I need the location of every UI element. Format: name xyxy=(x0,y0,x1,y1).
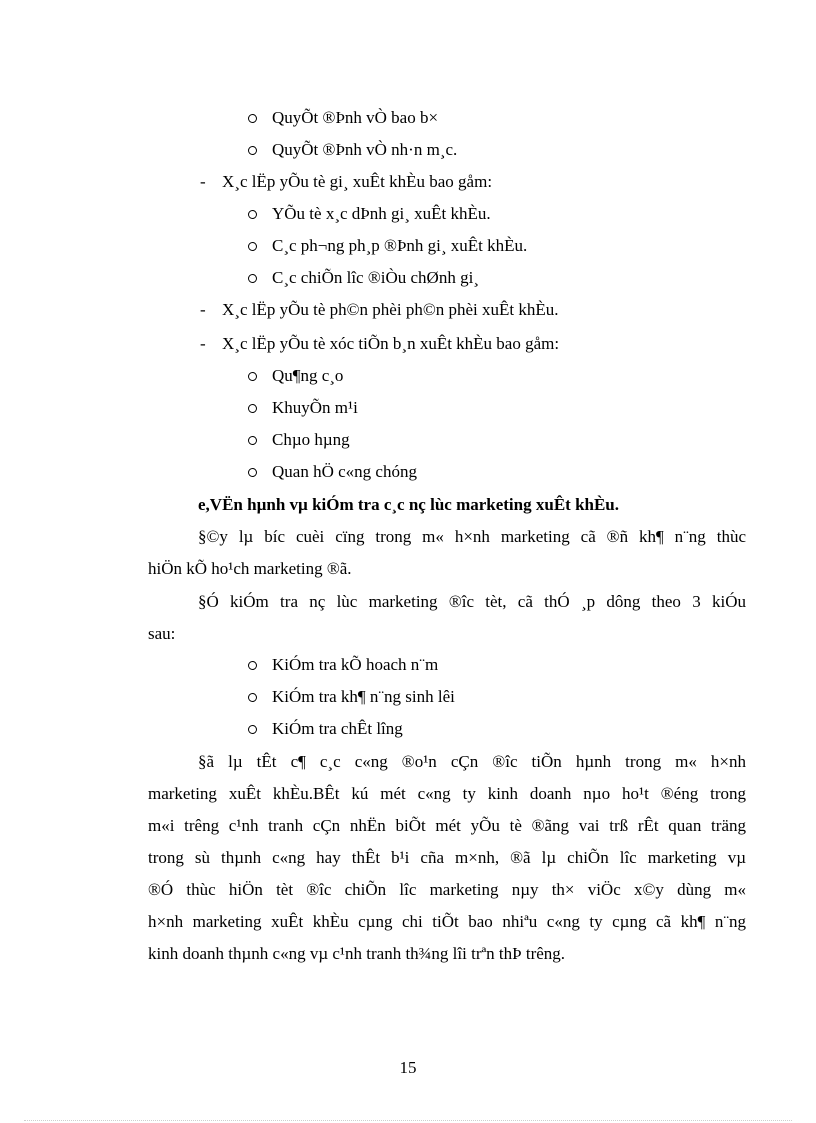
dash-bullet: - xyxy=(200,172,206,191)
list-item: C¸c chiÕn lîc ®iÒu chØnh gi¸ xyxy=(272,268,479,287)
list-item: C¸c ph¬ng ph¸p ®Þnh gi¸ xuÊt khÈu. xyxy=(272,236,528,255)
paragraph xyxy=(148,592,746,656)
list-item: KiÓm tra chÊt lîng xyxy=(272,719,403,738)
dash-item: X¸c lËp yÕu tè xóc tiÕn b¸n xuÊt khÈu bao gåm: xyxy=(222,334,560,353)
circle-bullet-icon xyxy=(248,274,257,283)
circle-bullet-icon xyxy=(248,661,257,670)
list-item: KhuyÕn m¹i xyxy=(272,398,358,417)
circle-bullet-icon xyxy=(248,436,257,445)
circle-bullet-icon xyxy=(248,146,257,155)
paragraph-line: §©y lµ bíc cuèi cïng trong m« h×nh marketing cã ®ñ kh¶ n¨ng thùc xyxy=(198,527,746,546)
circle-bullet-icon xyxy=(248,242,257,251)
circle-bullet-icon xyxy=(248,372,257,381)
dash-item: X¸c lËp yÕu tè gi¸ xuÊt khÈu bao gåm: xyxy=(222,172,493,191)
paragraph-line: hiÖn kÕ ho¹ch marketing ®ã. xyxy=(148,559,352,578)
paragraph-line: §Ó kiÓm tra nç lùc marketing ®îc tèt, cã thÓ ¸p dông theo 3 kiÓu xyxy=(198,592,746,611)
paragraph-line: h×nh marketing xuÊt khÈu cµng chi tiÕt bao nhiªu c«ng ty cµng cã kh¶ n¨ng xyxy=(148,912,746,931)
dash-bullet: - xyxy=(200,300,206,319)
paragraph-line: sau: xyxy=(148,624,176,643)
list-item: Chµo hµng xyxy=(272,430,350,449)
dash-bullet: - xyxy=(200,334,206,353)
page-number: 15 xyxy=(399,1058,417,1077)
list-item: KiÓm tra kh¶ n¨ng sinh lêi xyxy=(272,687,455,706)
circle-bullet-icon xyxy=(248,725,257,734)
paragraph-line: kinh doanh thµnh c«ng vµ c¹nh tranh th¾ng lîi trªn thÞ trêng. xyxy=(148,944,566,963)
circle-bullet-icon xyxy=(248,468,257,477)
paragraph-line: m«i trêng c¹nh tranh cÇn nhËn biÕt mét yÕu tè ®ãng vai trß rÊt quan träng xyxy=(148,816,746,835)
paragraph xyxy=(148,527,746,591)
list-item: QuyÕt ®Þnh vÒ nh·n m¸c. xyxy=(272,140,458,159)
list-item: Qu¶ng c¸o xyxy=(272,366,344,385)
paragraph xyxy=(148,752,746,976)
paragraph-line: marketing xuÊt khÈu.BÊt kú mét c«ng ty kinh doanh nµo ho¹t ®éng trong xyxy=(148,784,746,803)
list-item: KiÓm tra kÕ hoach n¨m xyxy=(272,655,439,674)
circle-bullet-icon xyxy=(248,210,257,219)
list-item: YÕu tè x¸c dÞnh gi¸ xuÊt khÈu. xyxy=(272,204,491,223)
list-item: Quan hÖ c«ng chóng xyxy=(272,462,417,481)
list-item: QuyÕt ®Þnh vÒ bao b× xyxy=(272,108,439,127)
footer-divider xyxy=(24,1120,792,1121)
paragraph-line: trong sù thµnh c«ng hay thÊt b¹i cña m×nh, ®ã lµ chiÕn lîc marketing vµ xyxy=(148,848,746,867)
section-heading: e,VËn hµnh vµ kiÓm tra c¸c nç lùc marketing xuÊt khÈu. xyxy=(198,495,620,514)
dash-item: X¸c lËp yÕu tè ph©n phèi ph©n phèi xuÊt khÈu. xyxy=(222,300,559,319)
paragraph-line: §ã lµ tÊt c¶ c¸c c«ng ®o¹n cÇn ®îc tiÕn hµnh trong m« h×nh xyxy=(198,752,746,771)
circle-bullet-icon xyxy=(248,404,257,413)
circle-bullet-icon xyxy=(248,693,257,702)
paragraph-line: ®Ó thùc hiÖn tèt ®îc chiÕn lîc marketing nµy th× viÖc x©y dùng m« xyxy=(148,880,746,899)
circle-bullet-icon xyxy=(248,114,257,123)
